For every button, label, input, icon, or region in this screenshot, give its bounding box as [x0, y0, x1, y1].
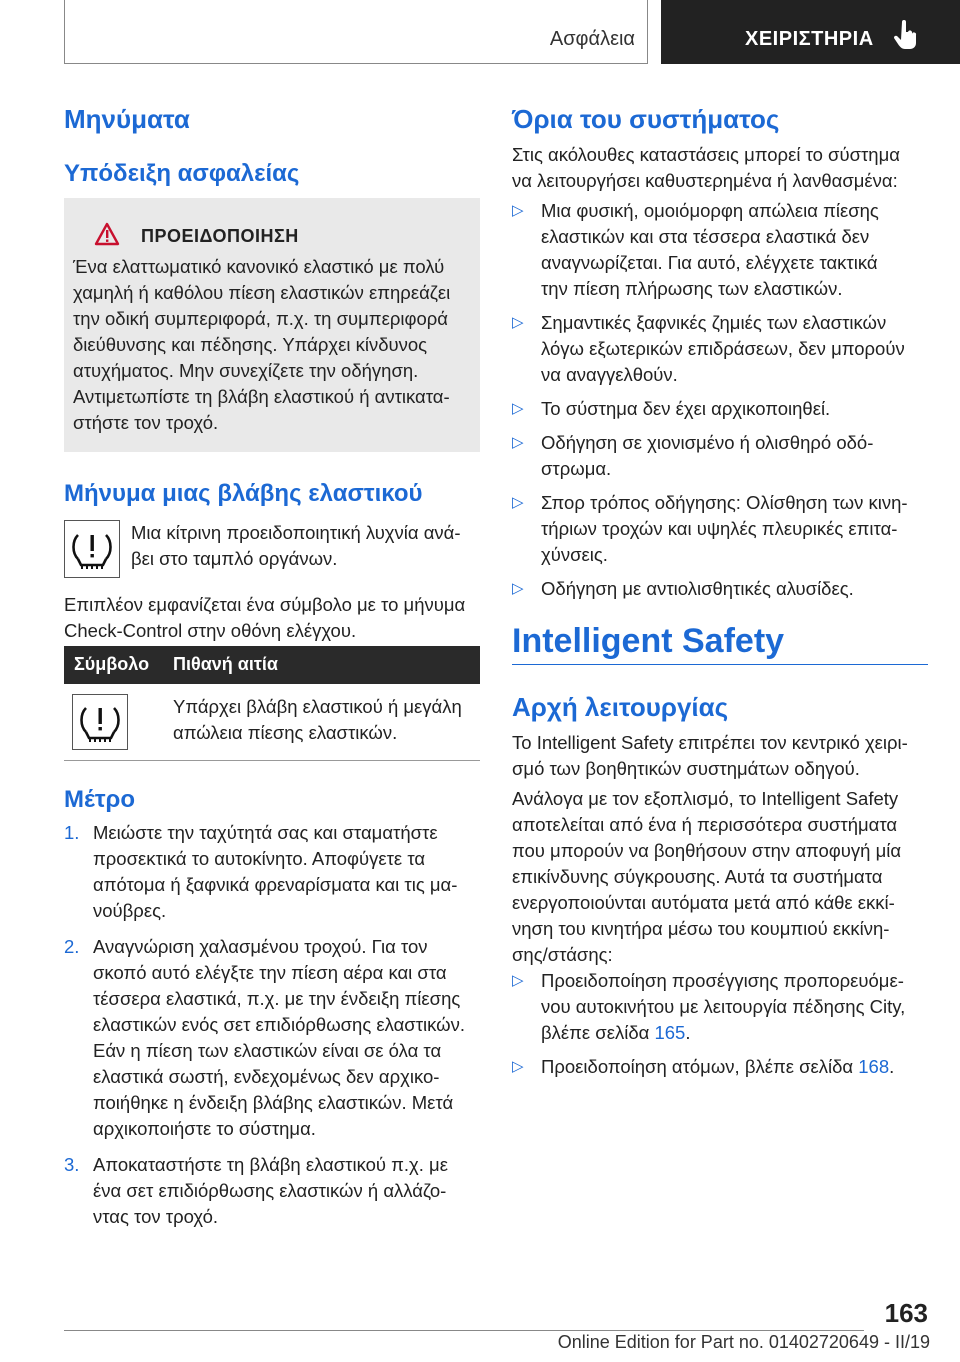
limit-line: στρωμα. [541, 458, 612, 479]
measure-line: σκοπό αυτό ελέγξτε την πίεση αέρα και στα [93, 962, 447, 983]
title-underline [512, 664, 928, 665]
limit-line: λόγω εξωτερικών επιδράσεων, δεν μπορούν [541, 338, 905, 359]
list-item [512, 968, 937, 1046]
triangle-bullet-icon: ▷ [512, 314, 524, 331]
heading-system-limits: Όρια του συστήματος [512, 104, 780, 134]
limit-line: Το σύστημα δεν έχει αρχικοποιηθεί. [541, 398, 831, 419]
lamp-line: Μια κίτρινη προειδοποιητική λυχνία ανά- [131, 522, 461, 543]
lamp-text [131, 520, 481, 572]
list-item [512, 310, 932, 388]
list-item [512, 490, 932, 568]
page-link-168[interactable]: 168 [858, 1056, 890, 1077]
header-section-label: Ασφάλεια [549, 28, 635, 50]
heading-safety-note: Υπόδειξη ασφαλείας [64, 160, 300, 187]
warning-triangle-icon [94, 222, 120, 251]
limits-list [512, 198, 932, 602]
measure-line: ένα σετ επιδιόρθωσης ελαστικών ή αλλάζο- [93, 1180, 447, 1201]
page-number: 163 [884, 1298, 928, 1328]
triangle-bullet-icon: ▷ [512, 400, 524, 417]
table-row-cause [173, 694, 483, 746]
list-item [512, 1054, 937, 1080]
tire-pressure-warning-icon [64, 520, 120, 578]
warning-line: χαμηλή ή καθόλου πίεση ελαστικών επηρεάζει [73, 282, 451, 303]
table-header [64, 646, 480, 684]
list-item [64, 1152, 484, 1230]
limit-line: αναγνωρίζεται. Για αυτό, ελέγχετε τακτικά [541, 252, 878, 273]
warning-line: στήστε τον τροχό. [73, 412, 219, 433]
limits-intro [512, 142, 932, 194]
triangle-bullet-icon: ▷ [512, 434, 524, 451]
measure-line: απότομα ή ξαφνικά φρεναρίσματα και τις μα- [93, 874, 458, 895]
title-intelligent-safety: Intelligent Safety [512, 622, 785, 660]
list-item [512, 430, 932, 482]
header-section-box [64, 0, 648, 64]
check-line: Check-Control στην οθόνη ελέγχου. [64, 620, 357, 641]
list-number: 3. [64, 1154, 80, 1175]
list-item [64, 934, 484, 1142]
principle-line: σμό των βοηθητικών συστημάτων οδηγού. [512, 758, 860, 779]
limit-line: Σημαντικές ξαφνικές ζημιές των ελαστικών [541, 312, 887, 333]
measure-line: Εάν η πίεση των ελαστικών είναι σε όλα τα [93, 1040, 442, 1061]
limit-line: τήριων τροχών και υψηλές πλευρικές επιτα- [541, 518, 898, 539]
header-chapter-tab [661, 0, 960, 64]
bullet-line: Προειδοποίηση προσέγγισης προπορευόμε- [541, 970, 904, 991]
triangle-bullet-icon: ▷ [512, 1058, 524, 1075]
warning-title: ΠΡΟΕΙΔΟΠΟΙΗΣΗ [141, 226, 299, 246]
measure-line: προσεκτικά το αυτοκίνητο. Αποφύγετε τα [93, 848, 426, 869]
cause-line: Υπάρχει βλάβη ελαστικού ή μεγάλη [173, 696, 462, 717]
table-bottom-rule [64, 760, 480, 761]
measure-line: ελαστικά σωστή, ενδεχομένως δεν αρχικο- [93, 1066, 440, 1087]
principle-p2 [512, 786, 937, 968]
list-item [512, 576, 932, 602]
limit-line: ελαστικών και στα τέσσερα ελαστικά δεν [541, 226, 870, 247]
warning-text [73, 254, 473, 436]
triangle-bullet-icon: ▷ [512, 202, 524, 219]
warning-line: Ένα ελαττωματικό κανονικό ελαστικό με πολύ [73, 256, 445, 277]
limit-line: Οδήγηση με αντιολισθητικές αλυσίδες. [541, 578, 854, 599]
list-item [512, 396, 932, 422]
measure-line: αρχικοποιήστε το σύστημα. [93, 1118, 316, 1139]
principle-line: επικίνδυνης σύγκρουσης. Αυτά τα συστήματα [512, 866, 883, 887]
intro-line: να λειτουργήσει καθυστερημένα ή λανθασμένα: [512, 170, 898, 191]
measure-line: ντας τον τροχό. [93, 1206, 219, 1227]
measure-line: ποιήθηκε η ένδειξη βλάβης ελαστικών. Μετά [93, 1092, 454, 1113]
bullet-line: Προειδοποίηση ατόμων, βλέπε σελίδα 168. [541, 1056, 895, 1077]
principle-line: Το Intelligent Safety επιτρέπει τον κεντρικό χειρι- [512, 732, 908, 753]
table-col-symbol: Σύμβολο [74, 654, 150, 674]
heading-principle: Αρχή λειτουργίας [512, 692, 729, 722]
check-line: Επιπλέον εμφανίζεται ένα σύμβολο με το μήνυμα [64, 594, 466, 615]
measures-list [64, 820, 484, 1230]
principle-line: ενεργοποιούνται αυτόματα μετά από κάθε εκκί- [512, 892, 895, 913]
principle-bullets [512, 968, 937, 1080]
bullet-text: Προειδοποίηση ατόμων, βλέπε σελίδα [541, 1056, 859, 1077]
bullet-line: βλέπε σελίδα 165. [541, 1022, 691, 1043]
bullet-line: νου αυτοκινήτου με λειτουργία πέδησης City, [541, 996, 906, 1017]
principle-line: αποτελείται από ένα ή περισσότερα συστήματα [512, 814, 898, 835]
footer-rule [64, 1330, 864, 1331]
principle-p1 [512, 730, 937, 782]
check-control-text [64, 592, 484, 644]
measure-line: νούβρες. [93, 900, 167, 921]
list-number: 2. [64, 936, 80, 957]
triangle-bullet-icon: ▷ [512, 494, 524, 511]
hand-pointer-icon [893, 20, 919, 55]
principle-line: σης/στάσης: [512, 944, 613, 965]
measure-line: Αποκαταστήστε τη βλάβη ελαστικού π.χ. με [93, 1154, 448, 1175]
warning-line: την οδική συμπεριφορά, π.χ. τη συμπεριφορά [73, 308, 448, 329]
limit-line: Μια φυσική, ομοιόμορφη απώλεια πίεσης [541, 200, 879, 221]
warning-line: ατυχήματος. Μην συνεχίζετε την οδήγηση. [73, 360, 419, 381]
lamp-line: βει στο ταμπλό οργάνων. [131, 548, 338, 569]
list-number: 1. [64, 822, 80, 843]
measure-line: Αναγνώριση χαλασμένου τροχού. Για τον [93, 936, 428, 957]
warning-box [64, 198, 480, 452]
principle-line: νηση του κινητήρα μέσω του κουμπιού εκκίνη- [512, 918, 890, 939]
header-chapter-label: ΧΕΙΡΙΣΤΗΡΙΑ [745, 28, 874, 50]
heading-tire-damage-message: Μήνυμα μιας βλάβης ελαστικού [64, 480, 423, 507]
list-item [64, 820, 484, 924]
warning-line: Αντιμετωπίστε τη βλάβη ελαστικού ή αντικατα- [73, 386, 450, 407]
limit-line: χύνσεις. [541, 544, 608, 565]
limit-line: την πίεση πλήρωσης των ελαστικών. [541, 278, 843, 299]
footer-edition: Online Edition for Part no. 01402720649 - II/19 [557, 1332, 930, 1352]
triangle-bullet-icon: ▷ [512, 972, 524, 989]
intro-line: Στις ακόλουθες καταστάσεις μπορεί το σύστημα [512, 144, 900, 165]
limit-line: να αναγγελθούν. [541, 364, 678, 385]
heading-measures: Μέτρο [64, 786, 136, 813]
measure-line: τέσσερα ελαστικά, π.χ. με την ένδειξη πίεσης [93, 988, 461, 1009]
warning-line: διεύθυνσης και πέδησης. Υπάρχει κίνδυνος [73, 334, 428, 355]
table-col-cause: Πιθανή αιτία [173, 654, 278, 674]
triangle-bullet-icon: ▷ [512, 580, 524, 597]
measure-line: Μειώστε την ταχύτητά σας και σταματήστε [93, 822, 438, 843]
list-item [512, 198, 932, 302]
principle-line: Ανάλογα με τον εξοπλισμό, το Intelligent Safety [512, 788, 899, 809]
measure-line: ελαστικών ενός σετ επιδιόρθωσης ελαστικών. [93, 1014, 466, 1035]
tire-pressure-symbol-icon [72, 694, 128, 750]
cause-line: απώλεια πίεσης ελαστικών. [173, 722, 398, 743]
title-messages: Μηνύματα [64, 104, 190, 134]
principle-line: που μπορούν να βοηθήσουν στην αποφυγή μία [512, 840, 902, 861]
limit-line: Σπορ τρόπος οδήγησης: Ολίσθηση των κινη- [541, 492, 908, 513]
bullet-text: βλέπε σελίδα [541, 1022, 655, 1043]
page-link-165[interactable]: 165 [654, 1022, 686, 1043]
limit-line: Οδήγηση σε χιονισμένο ή ολισθηρό οδό- [541, 432, 874, 453]
